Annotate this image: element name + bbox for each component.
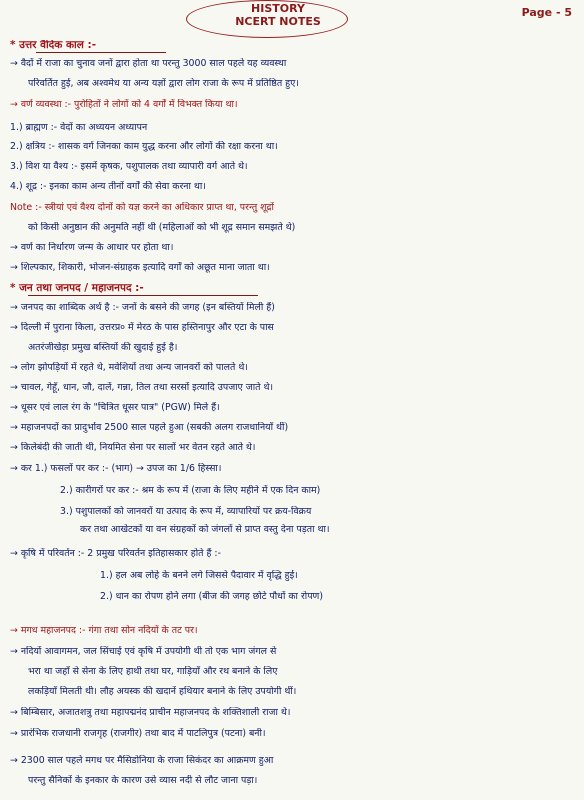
page-number: Page - 5 <box>521 6 572 19</box>
note-line: 2.) क्षत्रिय :- शासक वर्ग जिनका काम युद्ध करना और लोगों की रक्षा करना था। <box>10 141 278 152</box>
section-heading: * उत्तर वैदिक काल :- <box>10 40 97 51</box>
note-line: → कर 1.) फसलों पर कर :- (भाग) → उपज का 1/6 हिस्सा। <box>10 463 222 474</box>
note-line: 3.) विश या वैश्य :- इसमें कृषक, पशुपालक तथा व्यापारी वर्ग आते थे। <box>10 161 248 172</box>
section-heading: * जन तथा जनपद / महाजनपद :- <box>10 283 144 294</box>
note-line: 4.) शूद्र :- इनका काम अन्य तीनों वर्गों की सेवा करना था। <box>10 181 206 192</box>
page-header <box>198 2 358 28</box>
note-line: लकड़ियाँ मिलती थी। लौह अयस्क की खदानें हथियार बनाने के लिए उपयोगी थीं। <box>28 686 297 697</box>
note-line: → महाजनपदों का प्रादुर्भाव 2500 साल पहले हुआ (सबकी अलग राजधानियाँ थीं) <box>10 422 289 433</box>
note-line: → शिल्पकार, शिकारी, भोजन-संग्राहक इत्यादि वर्गों को अछूत माना जाता था। <box>10 262 270 273</box>
note-line: 1.) हल अब लोहे के बनने लगे जिससे पैदावार में वृद्धि हुई। <box>100 570 298 581</box>
note-line: → लोग झोपड़ियों में रहते थे, मवेशियों तथा अन्य जानवरों को पालते थे। <box>10 362 248 373</box>
note-line: → नदियों आवागमन, जल सिंचाई एवं कृषि में उपयोगी थी तो एक भाग जंगल से <box>10 646 277 657</box>
note-line: को किसी अनुष्ठान की अनुमति नहीं थी (महिलाओं को भी शूद्र समान समझते थे) <box>28 222 296 233</box>
note-line: अतरंजीखेड़ा प्रमुख बस्तियों की खुदाई हुई है। <box>28 342 178 353</box>
note-line: 3.) पशुपालकों को जानवरों या उत्पाद के रूप में, व्यापारियों पर क्रय-विक्रय <box>60 506 312 517</box>
note-line: 2.) कारीगरों पर कर :- श्रम के रूप में (राजा के लिए महीने में एक दिन काम) <box>60 485 321 496</box>
note-line: → वैदों में राजा का चुनाव जनों द्वारा होता था परन्तु 3000 साल पहले यह व्यवस्था <box>10 58 287 69</box>
underline <box>36 52 166 53</box>
note-line: → मगध महाजनपद :- गंगा तथा सोन नदियों के तट पर। <box>10 625 198 636</box>
note-line: → वर्ण व्यवस्था :- पुरोहितों ने लोगों को 4 वर्गों में विभक्त किया था। <box>10 99 238 110</box>
note-line: → किलेबंदी की जाती थी, नियमित सेना पर सालों भर वेतन रहते आते थे। <box>10 442 256 453</box>
note-line: → 2300 साल पहले मगध पर मैसिडोनिया के राजा सिकंदर का आक्रमण हुआ <box>10 755 274 766</box>
note-line: 2.) धान का रोपण होने लगा (बीज की जगह छोटे पौधों का रोपण) <box>100 591 323 602</box>
header-title: HISTORY <box>251 2 305 15</box>
note-line: → कृषि में परिवर्तन :- 2 प्रमुख परिवर्तन इतिहासकार होते हैं :- <box>10 548 221 559</box>
note-line: कर तथा आखेटकों या वन संग्रहकों को जंगलों से प्राप्त वस्तु देना पड़ता था। <box>80 524 330 535</box>
note-line: → वर्ण का निर्धारण जन्म के आधार पर होता था। <box>10 242 174 253</box>
note-line: → दिल्ली में पुराना किला, उत्तरप्र० में मेरठ के पास हस्तिनापुर और एटा के पास <box>10 322 274 333</box>
note-line: → जनपद का शाब्दिक अर्थ है :- जनों के बसने की जगह (इन बस्तियों मिली हैं) <box>10 302 275 313</box>
note-line: → धूसर एवं लाल रंग के "चित्रित धूसर पात्र" (PGW) मिले हैं। <box>10 402 220 413</box>
header-subtitle: NCERT NOTES <box>235 15 321 28</box>
note-line: परन्तु सैनिकों के इनकार के कारण उसे व्यास नदी से लौट जाना पड़ा। <box>28 775 258 786</box>
note-line: → चावल, गेहूँ, धान, जौ, दालें, गन्ना, तिल तथा सरसों इत्यादि उपजाए जाते थे। <box>10 382 274 393</box>
note-line: परिवर्तित हुई, अब अश्वमेध या अन्य यज्ञों द्वारा लोग राजा के रूप में प्रतिष्ठित हुए। <box>28 78 299 89</box>
note-line: भरा था जहाँ से सेना के लिए हाथी तथा घर, गाड़ियाँ और रथ बनाने के लिए <box>28 666 278 677</box>
note-line: Note :- स्त्रीयां एवं वैश्य दोनों को यज्ञ करने का अधिकार प्राप्त था, परन्तु शूद्रों <box>10 202 274 213</box>
note-line: → बिम्बिसार, अजातशत्रु तथा महापद्मनंद प्राचीन महाजनपद के शक्तिशाली राजा थे। <box>10 707 291 718</box>
note-line: → प्रारंभिक राजधानी राजगृह (राजगीर) तथा बाद में पाटलिपुत्र (पटना) बनी। <box>10 728 266 739</box>
underline <box>28 295 258 296</box>
note-line: 1.) ब्राह्मण :- वेदों का अध्ययन अध्यापन <box>10 122 148 133</box>
